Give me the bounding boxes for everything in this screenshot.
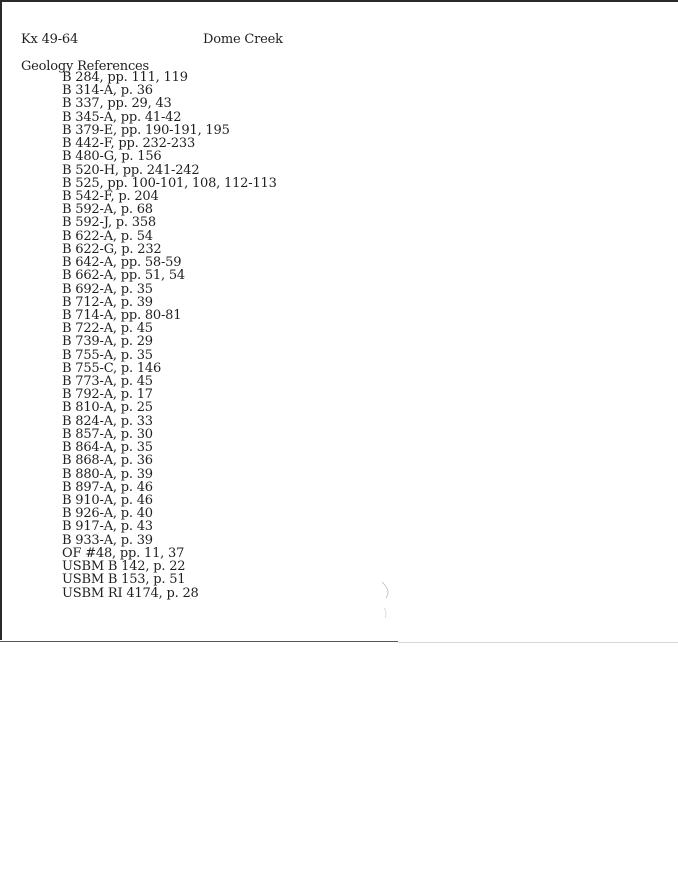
- reference-item: USBM RI 4174, p. 28: [62, 585, 199, 601]
- reference-item: B 542-F, p. 204: [62, 188, 159, 204]
- site-name: Dome Creek: [203, 32, 283, 47]
- reference-item: B 712-A, p. 39: [62, 294, 153, 310]
- reference-item: B 284, pp. 111, 119: [62, 70, 188, 85]
- reference-item: B 592-A, p. 68: [62, 202, 153, 218]
- card-bottom-edge: [0, 641, 398, 642]
- reference-item: B 622-A, p. 54: [62, 228, 153, 244]
- reference-item: B 897-A, p. 46: [62, 479, 153, 495]
- reference-item: USBM B 153, p. 51: [62, 572, 186, 588]
- reference-item: B 917-A, p. 43: [62, 519, 153, 535]
- reference-item: B 345-A, pp. 41-42: [62, 109, 182, 125]
- reference-item: B 792-A, p. 17: [62, 387, 153, 403]
- card-id: Kx 49-64: [21, 32, 79, 47]
- reference-list: [62, 71, 277, 600]
- reference-item: B 442-F, pp. 232-233: [62, 136, 196, 152]
- reference-item: B 857-A, p. 30: [62, 426, 153, 442]
- reference-item: B 864-A, p. 35: [62, 440, 153, 456]
- reference-item: B 642-A, pp. 58-59: [62, 255, 182, 271]
- reference-item: B 739-A, p. 29: [62, 334, 153, 350]
- reference-item: B 810-A, p. 25: [62, 400, 153, 416]
- reference-item: B 755-C, p. 146: [62, 360, 162, 376]
- reference-item: B 824-A, p. 33: [62, 413, 153, 429]
- reference-item: B 622-G, p. 232: [62, 241, 162, 257]
- pencil-mark: [380, 580, 392, 620]
- reference-item: B 933-A, p. 39: [62, 532, 153, 548]
- reference-item: B 314-A, p. 36: [62, 83, 153, 99]
- reference-item: B 337, pp. 29, 43: [62, 96, 172, 112]
- reference-item: OF #48, pp. 11, 37: [62, 545, 185, 561]
- reference-item: B 722-A, p. 45: [62, 321, 153, 337]
- card-bottom-edge-faint: [398, 642, 678, 643]
- reference-item: B 755-A, p. 35: [62, 347, 153, 363]
- reference-item: B 714-A, pp. 80-81: [62, 307, 182, 323]
- reference-item: B 662-A, pp. 51, 54: [62, 268, 186, 284]
- reference-item: B 692-A, p. 35: [62, 281, 153, 297]
- card-left-edge: [0, 0, 2, 640]
- reference-item: B 520-H, pp. 241-242: [62, 162, 200, 178]
- reference-item: B 868-A, p. 36: [62, 453, 153, 469]
- reference-item: B 926-A, p. 40: [62, 506, 153, 522]
- reference-item: USBM B 142, p. 22: [62, 559, 186, 575]
- reference-item: B 910-A, p. 46: [62, 493, 153, 508]
- reference-item: B 880-A, p. 39: [62, 466, 153, 482]
- reference-item: B 773-A, p. 45: [62, 374, 153, 390]
- section-label: Geology References: [21, 59, 149, 74]
- reference-item: B 379-E, pp. 190-191, 195: [62, 122, 230, 138]
- card-top-edge: [0, 0, 678, 2]
- reference-item: B 592-J, p. 358: [62, 215, 157, 231]
- reference-item: B 525, pp. 100-101, 108, 112-113: [62, 175, 277, 191]
- reference-item: B 480-G, p. 156: [62, 149, 162, 165]
